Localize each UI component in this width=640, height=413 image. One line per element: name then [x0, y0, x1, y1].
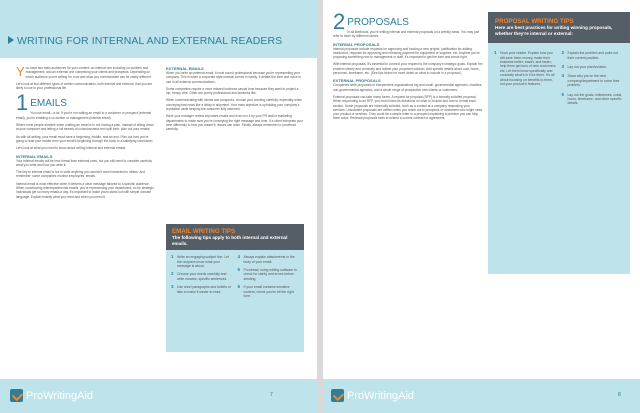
tip-item: 1 Hook your reader. Explain how you will save them money, make their business better, easier, and faster; help them get tons of new customers, etc. Let them know specifically and concisely what's in it for them. It's all about focusing on benefits to them, not your product's features. [494, 50, 557, 87]
page-number: 7 [270, 392, 273, 398]
email-tips-grid [166, 250, 304, 303]
tip-item: 2 Explain the problem and point out their current position. [561, 50, 619, 60]
external-paragraph-4: Have your manager review important emails and even run it by your PR and/or marketing departments to make sure you're conveying the right message and tone. If a client interprets your tone differently to how you meant it, issues can arise. Finally, always remember to proofread carefully. [166, 114, 304, 132]
external-emails-heading: EXTERNAL EMAILS [166, 66, 204, 71]
section-title: EMAILS [30, 98, 67, 110]
intro-paragraph: You have two main audiences for your content: an internal one including co-workers and management, and an external one comprising your clients and prospects. Depending on which audience you're writing for, how and what you communicate can be vastly different. [16, 64, 152, 79]
page-title [8, 35, 282, 47]
proposals-paragraph-1: In all likelihood, you're writing internal and external proposals on a weekly basis. You may just refer to them by different names. [333, 30, 479, 39]
tip-item: 2 Choose your words carefully and write concise, specific sentences. [171, 271, 228, 281]
internal-proposals-heading: INTERNAL PROPOSALS [333, 41, 380, 47]
external-paragraph-2: Some companies require a more relaxed business casual tone because they want to project a hip, trendy vibe. Other are purely professional and business like. [166, 86, 299, 96]
proposal-tips-col-2 [562, 51, 625, 106]
proposal-tips-subtitle: Here are best practices for writing winning proposals, whether they're internal or external: [495, 25, 613, 36]
section-heading-proposals [333, 12, 483, 39]
page-8 [323, 0, 640, 413]
section-title: PROPOSALS [347, 17, 409, 28]
tip-item: 1 Write an engaging subject line. Let the recipient know what your message is about. [171, 254, 229, 268]
emails-paragraph-4: Let's look at what you need to know about writing internal and external emails. [16, 146, 127, 151]
internal-paragraph-2: The key to internal email is not to write anything you wouldn't want forwarded to others. And remember: some companies monitor employees' emails. [16, 170, 146, 179]
email-tips-col-1 [171, 255, 233, 298]
proposal-tips-header [488, 12, 630, 43]
tip-item: 6 If your email contains sensitive content, check you've hit the right tone. [237, 284, 294, 299]
emails-paragraph-3: As with all writing, your email must have a beginning, middle, and an end. Plan out how you're going to lead your reader from your email's beginning through the body to a satisfying conclusion. [16, 134, 154, 143]
proposal-tips-grid [488, 43, 630, 114]
section-number: 1 [16, 93, 29, 116]
page-7 [0, 0, 317, 413]
proposal-tips-col-1 [494, 51, 557, 106]
internal-emails-heading: INTERNAL EMAILS [16, 153, 53, 159]
external-paragraph-3: When communicating with clients and prospects, choose your wording carefully, especially when conveying bad news like a delay in shipment. Your main objective is upholding your company's reputation while keeping the customer fully informed. [166, 98, 303, 112]
left-column [16, 66, 156, 202]
intro-dropcap: Y [16, 64, 25, 79]
tip-item: 5 Proofread, using editing software to check for clarity and errors before sending. [237, 267, 297, 281]
email-tips-title: EMAIL WRITING TIPS [172, 228, 236, 235]
emails-paragraph-2: Where most people stumble when crafting an email is in not having a plan. Instead of sitting down at your computer and letting a full stream-of-consciousness text spill forth, plan out your emails. [16, 123, 154, 132]
tip-item: 3 Lay out your plan/solution. [561, 64, 608, 69]
email-tips-box [166, 224, 304, 352]
external-proposals-heading: EXTERNAL PROPOSALS [333, 78, 381, 84]
email-tips-subtitle: The following tips apply to both internal and external emails. [172, 235, 288, 246]
right-page-left-column [333, 12, 483, 124]
header-band [0, 0, 317, 58]
internal-proposals-paragraph-2: With internal proposals, it's essential to connect your request to the company's strategic goals. Explain the problem clearly and concisely and outline your proposed solution. Add specific details about cost, hours, personnel, timeframe, etc. (See tips below for more detail on what to include in a proposal.) [333, 62, 483, 76]
proposal-tips-title: PROPOSAL WRITING TIPS [495, 18, 574, 25]
footer [0, 379, 317, 413]
section-heading-emails [16, 93, 156, 120]
internal-proposals-paragraph-1: Internal proposals include requests for approving and funding a new project, justification for adding headcount, requests for approving and releasing payment for equipment or supplies, etc. Anytime you're proposing something new to management or staff, it's important to get the tone and words right. [333, 46, 480, 60]
triangle-arrow-icon [8, 36, 14, 44]
intro-paragraph-2: Let's look at five different types of written communication, both internal and external, that you are likely to use in your professional life. [16, 81, 153, 91]
logo-check-icon [331, 389, 344, 402]
tip-item: 5 Lay out the goals, milestones, costs, hours, timeframe, and other specific details. [561, 91, 623, 106]
email-tips-header [166, 224, 304, 250]
logo-check-icon [10, 389, 23, 402]
footer [323, 379, 640, 413]
proposal-tips-box [488, 12, 630, 274]
tip-item: 4 Show why you're the best company/department to solve their problem. [561, 73, 620, 88]
right-column [166, 66, 304, 135]
tip-item: 4 Always explain attachments in the body of your email. [237, 254, 295, 264]
emails-paragraph-1: You use email—a lot. If you're not writing an email to a customer or prospect (external email), you're emailing a co-worker or management (internal email). [16, 111, 152, 120]
internal-paragraph-1: Your internal emails will be less formal than external ones, but you still need to consider carefully what you write and how you write it. [16, 158, 152, 167]
tip-item: 3 Use short paragraphs and bullets or lists to make it easier to read. [171, 284, 231, 294]
email-tips-col-2 [238, 255, 300, 298]
external-paragraph-1: When you write an external email, it must sound professional because you're representing your company. This is when a corporate style manual comes in handy. It details the tone and voice to use in all external communications. [166, 71, 302, 84]
brand-logo [331, 389, 414, 402]
external-proposals-paragraph-2: External proposals can take many forms. A request for proposal (RFP) is a formally solicited proposal. When responding to an RFP, you must follow its directions on what to include and how to format each section. Some proposals are informally solicited, such as a contact at a company requesting your services. Unsolicited proposals are written when you reach out to prospects or customers who might need your product or services. They could be a simple letter to a prospect explaining a problem you can help them solve. Renewal proposals seek to extend a current contract or agreement. [333, 94, 483, 121]
internal-paragraph-3: Internal email is most effective when it delivers a clear message tailored to a specific audience. When constructing interdepartmental emails, you're representing your department, so be strategic. Individuals get so many emails a day. It's important to make yours stand out with simple concise language. Explain exactly what you need and when you need it. [16, 181, 155, 199]
brand-name: ProWritingAid [347, 389, 415, 402]
section-number: 2 [333, 12, 346, 34]
external-proposals-paragraph-1: Companies write proposals to independent organizations big and small, governmental agencies, charities, non-governmental agencies, and a whole range of prospective new clients or customers. [333, 83, 483, 92]
brand-name: ProWritingAid [26, 389, 94, 402]
page-title-text: WRITING FOR INTERNAL AND EXTERNAL READERS [17, 35, 283, 47]
page-number: 8 [618, 392, 621, 398]
brand-logo [10, 389, 93, 402]
